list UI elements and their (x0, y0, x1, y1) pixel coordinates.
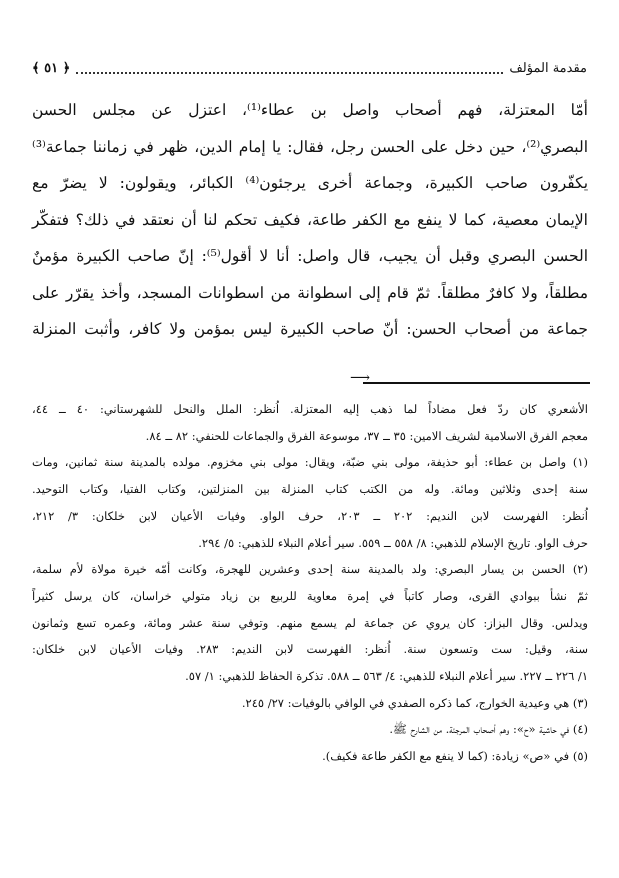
footnote-line: ١/ ٢٢٦ ــ ٢٢٧. سير أعلام النبلاء للذهبي: ٤/ ٥٦٣ ــ ٥٨٨. تذكرة الحفاظ للذهبي: ١/ ٥٧. (185, 669, 588, 684)
body-line: مطلقاً، ولا كافرٌ مطلقاً. ثمّ قام إلى اسطوانة من اسطوانات المسجد، وأخذ يقرّر على (32, 283, 588, 302)
footnote-line: (١) واصل بن عطاء: أبو حذيفة، مولى بني ضبّة، ويقال: مولى بني مخزوم. مولده بالمدينة سنة ثمانين، ومات (32, 455, 588, 470)
body-line: جماعة من أصحاب الحسن: أنّ صاحب الكبيرة ليس بمؤمن ولا كافر، وأثبت المنزلة (32, 320, 588, 338)
header-dot-leader (76, 62, 503, 74)
footnote-line: ويدلس. وقال البزاز: كان يروي عن جماعة لم يسمع منهم. وتوفي سنة عشر ومائة، وعمره تسع وثمانون (32, 615, 588, 630)
body-line: البصري⁽²⁾، حين دخل على الحسن رجل، فقال: يا إمام الدين، ظهر في زماننا جماعة⁽³⁾ (32, 137, 588, 156)
body-line: يكفّرون صاحب الكبيرة، وجماعة أخرى يرجئون⁽⁴⁾ الكبائر، ويقولون: لا يضرّ مع (32, 174, 589, 192)
footnote-line: (٢) الحسن بن يسار البصري: ولد بالمدينة سنة إحدى وعشرين للهجرة، وكانت أمّه خيرة مولاة لأم سلمة، (32, 562, 588, 577)
body-text (32, 92, 588, 348)
footnote-line: اُنظر: الفهرست لابن النديم: ٢٠٢ ــ ٢٠٣، حرف الواو. وفيات الأعيان لابن خلكان: ٣/ ٢١٢، (32, 508, 588, 523)
footnote-line: الأشعري كان ردّ فعل مضاداً لما ذهب إليه المعتزلة. اُنظر: الملل والنحل للشهرستاني: ٤٠ ــ ٤٤، (32, 402, 588, 416)
body-line: الإيمان معصية، كما لا ينفع مع الكفر طاعة، فكيف تحكم لنا أن نعتقد في ذلك؟ فتفكّر (32, 210, 588, 229)
body-line: الحسن البصري وقبل أن يجيب، قال واصل: أنا لا أقول⁽⁵⁾: إنّ صاحب الكبيرة مؤمنٌ (32, 247, 589, 265)
footnote-line: ثمّ نشأ ببوادي القرى، وصار كاتباً في إمرة معاوية للربيع بن زياد متولي خراسان، كان يرسل كثيراً (32, 588, 588, 603)
body-line: أمّا المعتزلة، فهم أصحاب واصل بن عطاء⁽¹⁾، اعتزل عن مجلس الحسن (32, 101, 588, 119)
footnote-line: حرف الواو. تاريخ الإسلام للذهبي: ٨/ ٥٥٨ ــ ٥٥٩. سير أعلام النبلاء للذهبي: ٥/ ٢٩٤. (198, 535, 588, 550)
footnote-separator (363, 382, 590, 384)
chapter-title: مقدمة المؤلف (509, 60, 587, 76)
footnote-line: (٥) في «ص» زيادة: (كما لا ينفع مع الكفر طاعة فكيف). (322, 749, 588, 764)
footnote-line: معجم الفرق الاسلامية لشريف الامين: ٣٥ ــ ٣٧، موسوعة الفرق والجماعات للحنفي: ٨٢ ــ ٨٤. (145, 428, 588, 443)
footnote-line: سنة، وقيل: ست وتسعون سنة. اُنظر: الفهرست لابن النديم: ٢٨٣. وفيات الأعيان لابن خلكان: (32, 642, 588, 657)
running-header (32, 56, 587, 80)
page-number: ﴿ ٥١ ﴾ (32, 60, 71, 76)
footnote-line: (٣) هي وعيدية الخوارج، كما ذكره الصفدي في الوافي بالوفيات: ٢٧/ ٢٤٥. (241, 695, 588, 710)
footnote-line: (٤) في حاشية «ح»: وهم أصحاب المرجئة. من الشارح ﷺ. (389, 722, 588, 737)
footnote-line: سنة إحدى وثلاثين ومائة. وله من الكتب كتاب المنزلة بين المنزلتين، وكتاب الفتيا، وكتاب التوحيد. (32, 482, 588, 497)
footnotes (32, 396, 588, 770)
continuation-arrow-icon: ⟶ (350, 370, 371, 386)
